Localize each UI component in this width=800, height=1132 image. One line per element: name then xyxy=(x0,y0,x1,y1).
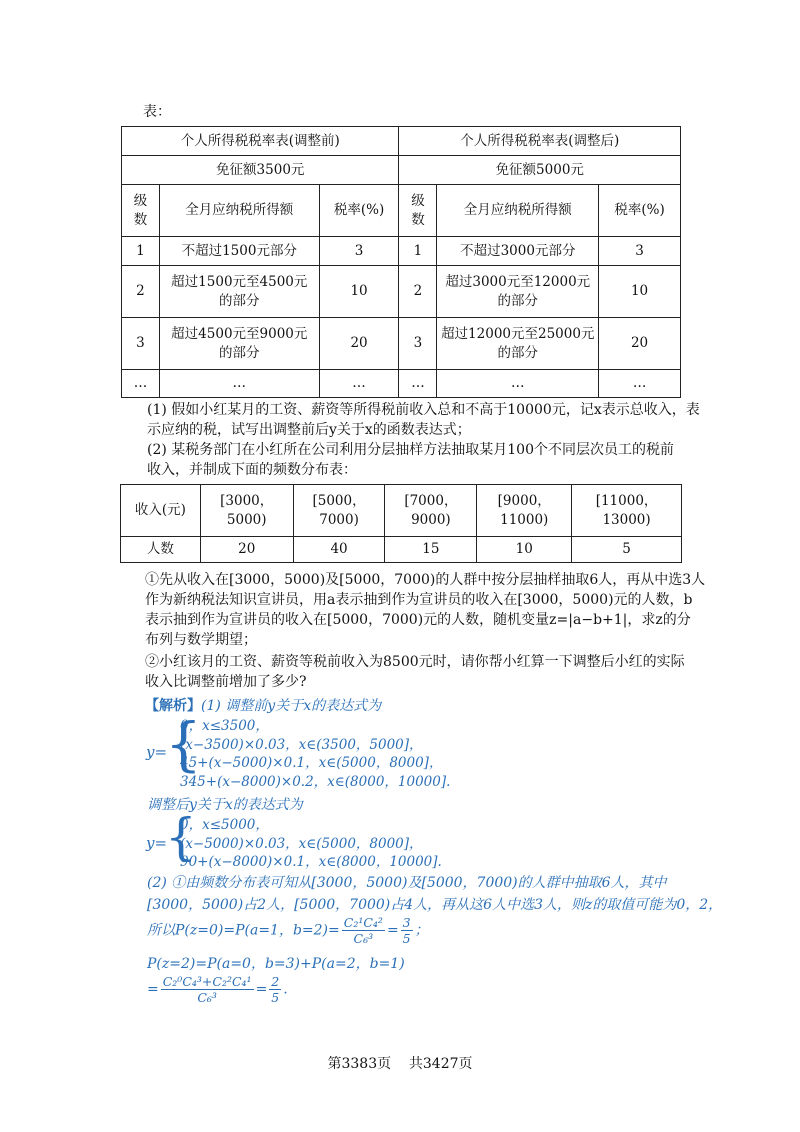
p-z-0-line: 所以P(z=0)=P(a=1，b=2)= $\frac{\text{C₂¹C₄²}}{\text{C₆³}}$ = $\frac{3}{5}$ ； xyxy=(147,915,429,946)
cell: … xyxy=(399,370,437,398)
income-range: [9000， 11000) xyxy=(477,485,572,537)
fraction: $\frac{3}{5}$ xyxy=(402,915,411,946)
case-line: (x−3500)×0.03，x∈(3500，5000]， xyxy=(180,736,423,753)
case-line: 90+(x−8000)×0.1，x∈(8000，10000]. xyxy=(180,854,442,870)
income-label: 收入(元) xyxy=(121,485,201,537)
case-line: 0，x≤3500， xyxy=(180,718,269,734)
cell: 不超过1500元部分 xyxy=(159,237,319,266)
question-2-1-line-2: 作为新纳税法知识宣讲员，用a表示抽到作为宣讲员的收入在[3000，5000)元的人数，b xyxy=(145,592,693,608)
cell: 10 xyxy=(319,266,399,318)
question-2-1-line-4: 布列与数学期望； xyxy=(145,632,257,648)
col-income: 全月应纳税所得额 xyxy=(159,185,319,237)
fraction: $\frac{2}{5}$ xyxy=(271,974,280,1005)
income-range: [11000， 13000) xyxy=(572,485,682,537)
col-income: 全月应纳税所得额 xyxy=(437,185,599,237)
cell: 20 xyxy=(599,318,681,370)
solution-tag: 【解析】 xyxy=(145,698,201,714)
question-2-line-2: 收入，并制成下面的频数分布表： xyxy=(147,462,357,478)
solution-line-4: [3000，5000)占2人，[5000，7000)占4人，再从这6人中选3人，则z的取值可能为0，2， xyxy=(147,897,723,913)
case-line: 345+(x−8000)×0.2，x∈(8000，10000]. xyxy=(180,773,451,790)
col-rate: 税率(%) xyxy=(599,185,681,237)
after-exempt: 免征额5000元 xyxy=(399,156,681,185)
y-equals: y= xyxy=(146,834,168,852)
cell: 10 xyxy=(599,266,681,318)
count-cell: 5 xyxy=(572,537,682,563)
table-row xyxy=(122,266,681,318)
question-1-line-2: 示应纳的税，试写出调整前后y关于x的函数表达式； xyxy=(147,422,471,438)
tax-rate-table xyxy=(121,126,681,398)
p-z-2-line: P(z=2)=P(a=0，b=3)+P(a=2，b=1) xyxy=(147,956,405,972)
question-1-line-1: (1) 假如小红某月的工资、薪资等所得税前收入总和不高于10000元，记x表示总收入，表 xyxy=(147,402,700,418)
before-table-title: 个人所得税税率表(调整前) xyxy=(122,127,399,156)
question-2-1-line-1: ①先从收入在[3000，5000)及[5000，7000)的人群中按分层抽样抽取6人，再从中选3人 xyxy=(145,572,706,588)
table-row xyxy=(122,318,681,370)
cell: … xyxy=(599,370,681,398)
before-exempt: 免征额3500元 xyxy=(122,156,399,185)
left-brace-icon: { xyxy=(165,710,202,778)
cell: 3 xyxy=(599,237,681,266)
cell: 20 xyxy=(319,318,399,370)
cell: 1 xyxy=(399,237,437,266)
cell: … xyxy=(319,370,399,398)
p0-lhs: 所以P(z=0)=P(a=1，b=2)= xyxy=(147,922,340,939)
question-2-line-1: (2) 某税务部门在小红所在公司利用分层抽样方法抽取某月100个不同层次员工的税前 xyxy=(147,442,675,458)
col-rate: 税率(%) xyxy=(319,185,399,237)
income-range: [5000， 7000) xyxy=(293,485,385,537)
cell: 超过1500元至4500元 的部分 xyxy=(159,266,319,318)
after-cases xyxy=(180,816,442,872)
cell: 2 xyxy=(122,266,160,318)
cell: 不超过3000元部分 xyxy=(437,237,599,266)
cell: 超过4500元至9000元 的部分 xyxy=(159,318,319,370)
cell: 3 xyxy=(122,318,160,370)
cell: 3 xyxy=(319,237,399,266)
case-line: 0，x≤5000， xyxy=(180,817,269,833)
cell: 2 xyxy=(399,266,437,318)
col-level: 级 数 xyxy=(399,185,437,237)
cell: … xyxy=(122,370,160,398)
case-line: 45+(x−5000)×0.1，x∈(5000，8000]， xyxy=(180,755,443,771)
frequency-table xyxy=(120,484,682,563)
income-range: [3000， 5000) xyxy=(200,485,293,537)
solution-line-2: 调整后y关于x的表达式为 xyxy=(147,797,303,813)
count-cell: 10 xyxy=(477,537,572,563)
page-footer: 第3383页 共3427页 xyxy=(327,1056,473,1072)
question-2-2-line-2: 收入比调整前增加了多少? xyxy=(145,674,307,690)
cell: 超过12000元至25000元 的部分 xyxy=(437,318,599,370)
question-2-1-line-3: 表示抽到作为宣讲员的收入在[5000，7000)元的人数，随机变量z=|a−b+1|，求z的分 xyxy=(145,612,691,628)
table-row xyxy=(122,370,681,398)
solution-text: (1) 调整前y关于x的表达式为 xyxy=(201,698,382,714)
equals: = xyxy=(147,981,159,998)
cell: 3 xyxy=(399,318,437,370)
before-cases xyxy=(180,717,450,791)
col-level: 级 数 xyxy=(122,185,160,237)
count-cell: 20 xyxy=(200,537,293,563)
cell: … xyxy=(437,370,599,398)
count-label: 人数 xyxy=(121,537,201,563)
cell: … xyxy=(159,370,319,398)
cell: 超过3000元至12000元 的部分 xyxy=(437,266,599,318)
question-2-2-line-1: ②小红该月的工资、薪资等税前收入为8500元时，请你帮小红算一下调整后小红的实际 xyxy=(145,654,685,670)
count-cell: 40 xyxy=(293,537,385,563)
intro-label: 表： xyxy=(143,104,171,120)
p-z-2-result: = $\frac{\text{C₂⁰C₄³+C₂²C₄¹}}{\text{C₆³}}$ = $\frac{2}{5}$ . xyxy=(147,974,288,1005)
cell: 1 xyxy=(122,237,160,266)
fraction: $\frac{\text{C₂¹C₄²}}{\text{C₆³}}$ xyxy=(343,915,383,946)
fraction: $\frac{\text{C₂⁰C₄³+C₂²C₄¹}}{\text{C₆³}}$ xyxy=(162,974,252,1005)
y-equals: y= xyxy=(146,743,168,761)
table-row xyxy=(122,237,681,266)
solution-line-3: (2) ①由频数分布表可知从[3000，5000)及[5000，7000)的人群中抽取6人，其中 xyxy=(147,875,667,891)
after-table-title: 个人所得税税率表(调整后) xyxy=(399,127,681,156)
income-range: [7000， 9000) xyxy=(385,485,477,537)
left-brace-icon: { xyxy=(165,808,197,866)
case-line: (x−5000)×0.03，x∈(5000，8000]， xyxy=(180,835,423,852)
count-cell: 15 xyxy=(385,537,477,563)
